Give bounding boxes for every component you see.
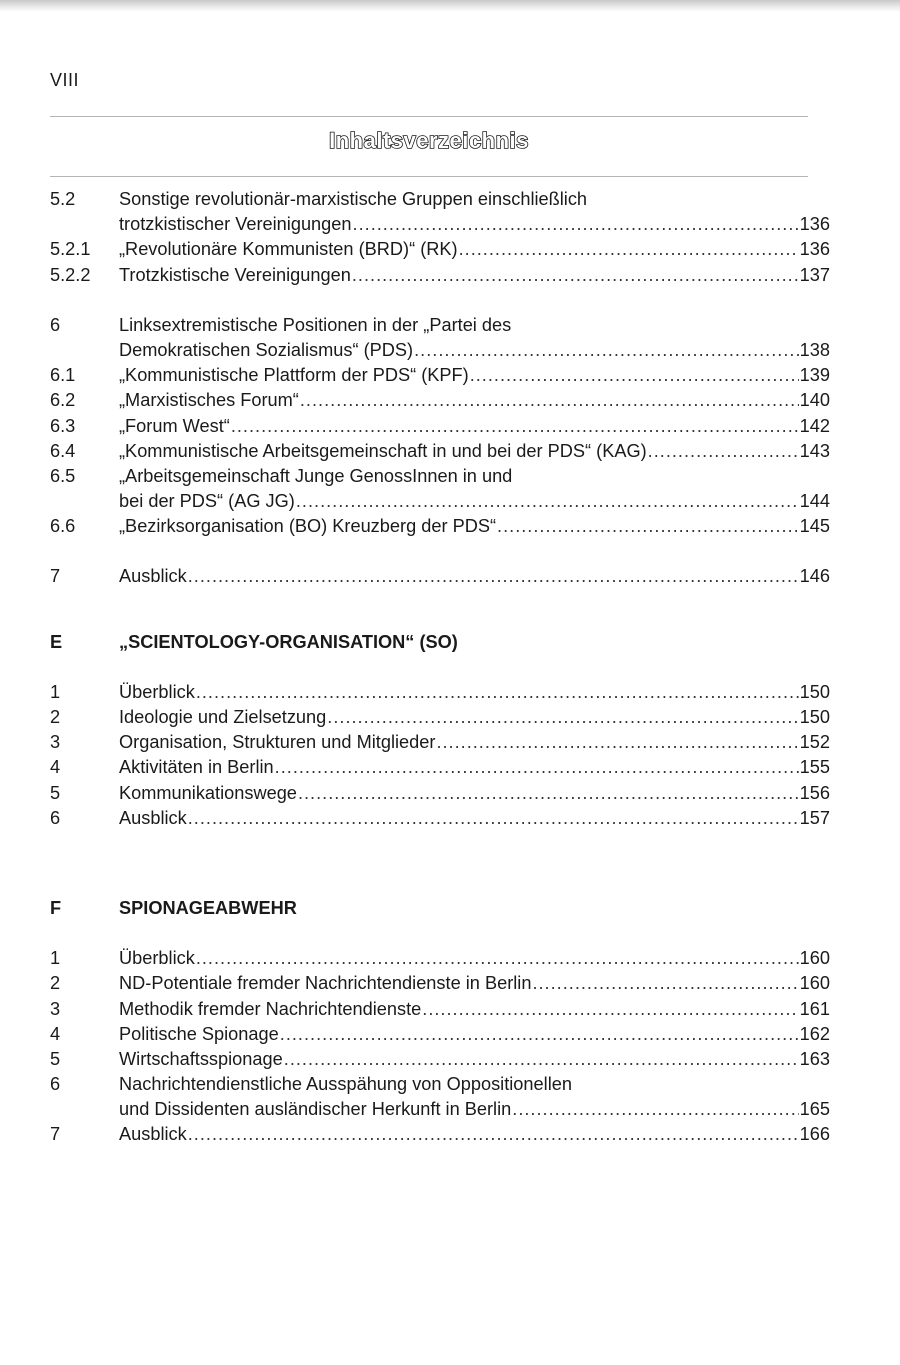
toc-entry [50, 946, 830, 971]
page-ref: 160 [799, 948, 830, 969]
toc-entry [50, 680, 830, 705]
page-ref: 143 [799, 440, 830, 461]
entry-title: Linksextremistische Positionen in der „Partei des [119, 314, 512, 335]
entry-body [119, 680, 830, 705]
entry-number: 6 [50, 314, 61, 335]
entry-number: 1 [50, 681, 61, 702]
entry-number: 4 [50, 1023, 61, 1044]
entry-number: 4 [50, 757, 61, 778]
entry-title: „Forum West“ [119, 415, 230, 436]
entry-body [119, 806, 830, 831]
toc-entry [50, 363, 830, 388]
toc-entry [50, 489, 830, 514]
toc-entry [50, 997, 830, 1022]
toc-entry [50, 338, 830, 363]
dot-leader [353, 212, 799, 237]
page-ref: 146 [799, 566, 830, 587]
toc-entry [50, 212, 830, 237]
entry-number: 1 [50, 948, 61, 969]
entry-title: Überblick [119, 681, 195, 702]
entry-body [119, 263, 830, 288]
entry-number: 5.2.1 [50, 239, 91, 260]
toc-group-7 [50, 564, 830, 589]
entry-body [119, 439, 830, 464]
entry-title: „Arbeitsgemeinschaft Junge GenossInnen in und [119, 465, 513, 486]
entry-body [119, 313, 830, 338]
dot-leader [459, 237, 799, 262]
entry-title: Organisation, Strukturen und Mitglieder [119, 732, 436, 753]
toc-entry [50, 705, 830, 730]
group-spacer [50, 590, 830, 630]
entry-title: und Dissidenten ausländischer Herkunft in Berlin [119, 1099, 512, 1120]
entry-title: Ausblick [119, 566, 187, 587]
entry-title: „Marxistisches Forum“ [119, 390, 299, 411]
group-spacer [50, 921, 830, 946]
page-ref: 161 [799, 998, 830, 1019]
toc-entry [50, 730, 830, 755]
toc-entry [50, 1047, 830, 1072]
entry-number: 6 [50, 1074, 61, 1095]
toc-entry [50, 971, 830, 996]
entry-body [119, 1072, 830, 1097]
entry-body [119, 1022, 830, 1047]
page-ref: 166 [799, 1124, 830, 1145]
dot-leader [188, 806, 799, 831]
entry-number: 2 [50, 973, 61, 994]
entry-body [119, 489, 830, 514]
dot-leader [296, 489, 799, 514]
page-ref: 145 [799, 516, 830, 537]
entry-title: Ausblick [119, 1124, 187, 1145]
entry-title: trotzkistischer Vereinigungen [119, 214, 352, 235]
page-ref: 137 [799, 264, 830, 285]
entry-title: ND-Potentiale fremder Nachrichtendienste in Berlin [119, 973, 532, 994]
entry-body [119, 187, 830, 212]
toc-entry [50, 313, 830, 338]
page-ref: 138 [799, 339, 830, 360]
entry-number: 6 [50, 807, 61, 828]
entry-title: Sonstige revolutionär-marxistische Gruppen einschließlich [119, 189, 588, 209]
entry-body [119, 997, 830, 1022]
dot-leader [470, 363, 799, 388]
toc-entry [50, 1072, 830, 1097]
entry-title: Ideologie und Zielsetzung [119, 707, 327, 727]
entry-body [119, 363, 830, 388]
entry-title: bei der PDS“ (AG JG) [119, 491, 295, 512]
entry-title: „Bezirksorganisation (BO) Kreuzberg der PDS“ [119, 516, 497, 537]
dot-leader [196, 946, 799, 971]
entry-title: Demokratischen Sozialismus“ (PDS) [119, 339, 414, 360]
entry-title: „Kommunistische Plattform der PDS“ (KPF) [119, 365, 469, 386]
header-rule-bottom [50, 176, 808, 177]
page-ref: 165 [799, 1099, 830, 1120]
page-ref: 156 [799, 782, 830, 803]
entry-body [119, 971, 830, 996]
entry-title: Aktivitäten in Berlin [119, 757, 274, 778]
dot-leader [188, 564, 799, 589]
section-letter: E [50, 631, 63, 652]
section-title: SPIONAGEABWEHR [119, 897, 297, 918]
dot-leader [327, 705, 798, 730]
table-of-contents [50, 187, 830, 1148]
page-number: VIII [50, 70, 80, 90]
dot-leader [497, 514, 799, 539]
toc-group-5-2 [50, 187, 830, 288]
page-ref: 163 [799, 1048, 830, 1069]
entry-number: 7 [50, 1124, 61, 1145]
scan-edge-shadow [0, 0, 900, 12]
dot-leader [352, 263, 799, 288]
entry-number [50, 338, 119, 363]
section-letter: F [50, 897, 62, 918]
entry-body [119, 705, 830, 730]
entry-number: 5.2 [50, 189, 76, 209]
group-spacer [50, 539, 830, 564]
toc-entry [50, 781, 830, 806]
entry-body [119, 781, 830, 806]
toc-entry [50, 263, 830, 288]
entry-number [50, 212, 119, 237]
entry-body [119, 237, 830, 262]
page-ref: 157 [799, 807, 830, 828]
entry-title: Nachrichtendienstliche Ausspähung von Oppositionellen [119, 1074, 572, 1095]
entry-number: 6.1 [50, 365, 76, 386]
entry-title: Überblick [119, 948, 195, 969]
section-heading-f [50, 896, 830, 921]
entry-body [119, 1122, 830, 1147]
page-ref: 160 [799, 973, 830, 994]
toc-entry [50, 755, 830, 780]
page-ref: 142 [799, 415, 830, 436]
dot-leader [648, 439, 799, 464]
page-ref: 150 [799, 707, 830, 727]
dot-leader [436, 730, 798, 755]
page-ref: 136 [799, 214, 830, 235]
entry-title: Kommunikationswege [119, 782, 297, 803]
entry-body [119, 338, 830, 363]
entry-body [119, 212, 830, 237]
entry-body [119, 1047, 830, 1072]
entry-body [119, 755, 830, 780]
dot-leader [298, 781, 799, 806]
dot-leader [188, 1122, 799, 1147]
entry-body [119, 514, 830, 539]
page-ref: 139 [799, 365, 830, 386]
dot-leader [231, 414, 799, 439]
dot-leader [422, 997, 798, 1022]
group-spacer [50, 831, 830, 871]
group-spacer [50, 871, 830, 896]
entry-body [119, 414, 830, 439]
toc-entry [50, 1022, 830, 1047]
entry-number: 5.2.2 [50, 264, 91, 285]
page-ref: 162 [799, 1023, 830, 1044]
entry-title: Ausblick [119, 807, 187, 828]
entry-body [119, 730, 830, 755]
entry-number: 6.4 [50, 440, 76, 461]
header-rule-top [50, 116, 808, 117]
page-ref: 152 [799, 732, 830, 753]
dot-leader [196, 680, 799, 705]
entry-title: „Kommunistische Arbeitsgemeinschaft in und bei der PDS“ (KAG) [119, 440, 647, 461]
entry-number: 2 [50, 707, 61, 727]
dot-leader [512, 1097, 798, 1122]
entry-title: Politische Spionage [119, 1023, 279, 1044]
toc-entry [50, 1097, 830, 1122]
entry-number: 5 [50, 1048, 61, 1069]
entry-title: Trotzkistische Vereinigungen [119, 264, 351, 285]
dot-leader [300, 388, 799, 413]
page-ref: 140 [799, 390, 830, 411]
entry-body [119, 1097, 830, 1122]
dot-leader [532, 971, 798, 996]
entry-title: Methodik fremder Nachrichtendienste [119, 998, 422, 1019]
entry-number: 3 [50, 732, 61, 753]
group-spacer [50, 288, 830, 313]
dot-leader [275, 755, 799, 780]
section-heading-e [50, 630, 830, 655]
page-ref: 150 [799, 681, 830, 702]
entry-body [119, 564, 830, 589]
entry-number: 7 [50, 566, 61, 587]
entry-number: 6.2 [50, 390, 76, 411]
dot-leader [280, 1022, 799, 1047]
toc-entry [50, 187, 830, 212]
entry-title: Wirtschaftsspionage [119, 1048, 283, 1069]
toc-entry [50, 1122, 830, 1147]
toc-group-6 [50, 313, 830, 540]
toc-entry [50, 414, 830, 439]
entry-number: 5 [50, 782, 61, 803]
toc-entry [50, 514, 830, 539]
section-title: „SCIENTOLOGY-ORGANISATION“ (SO) [119, 631, 458, 652]
entry-number: 3 [50, 998, 61, 1019]
page-ref: 144 [799, 491, 830, 512]
toc-entry [50, 464, 830, 489]
toc-entry [50, 237, 830, 262]
page-ref: 155 [799, 757, 830, 778]
entry-title: „Revolutionäre Kommunisten (BRD)“ (RK) [119, 239, 458, 260]
group-spacer [50, 655, 830, 680]
entry-number: 6.3 [50, 415, 76, 436]
entry-body [119, 464, 830, 489]
entry-body [119, 946, 830, 971]
page-title: Inhaltsverzeichnis [329, 128, 529, 153]
toc-group-scientology [50, 680, 830, 831]
entry-number [50, 489, 119, 514]
toc-entry [50, 806, 830, 831]
entry-number [50, 1097, 119, 1122]
toc-entry [50, 564, 830, 589]
dot-leader [284, 1047, 799, 1072]
toc-entry [50, 388, 830, 413]
page-ref: 136 [799, 239, 830, 260]
toc-group-spionageabwehr [50, 946, 830, 1148]
entry-number: 6.6 [50, 516, 76, 537]
dot-leader [414, 338, 799, 363]
entry-number: 6.5 [50, 465, 76, 486]
toc-entry [50, 439, 830, 464]
entry-body [119, 388, 830, 413]
